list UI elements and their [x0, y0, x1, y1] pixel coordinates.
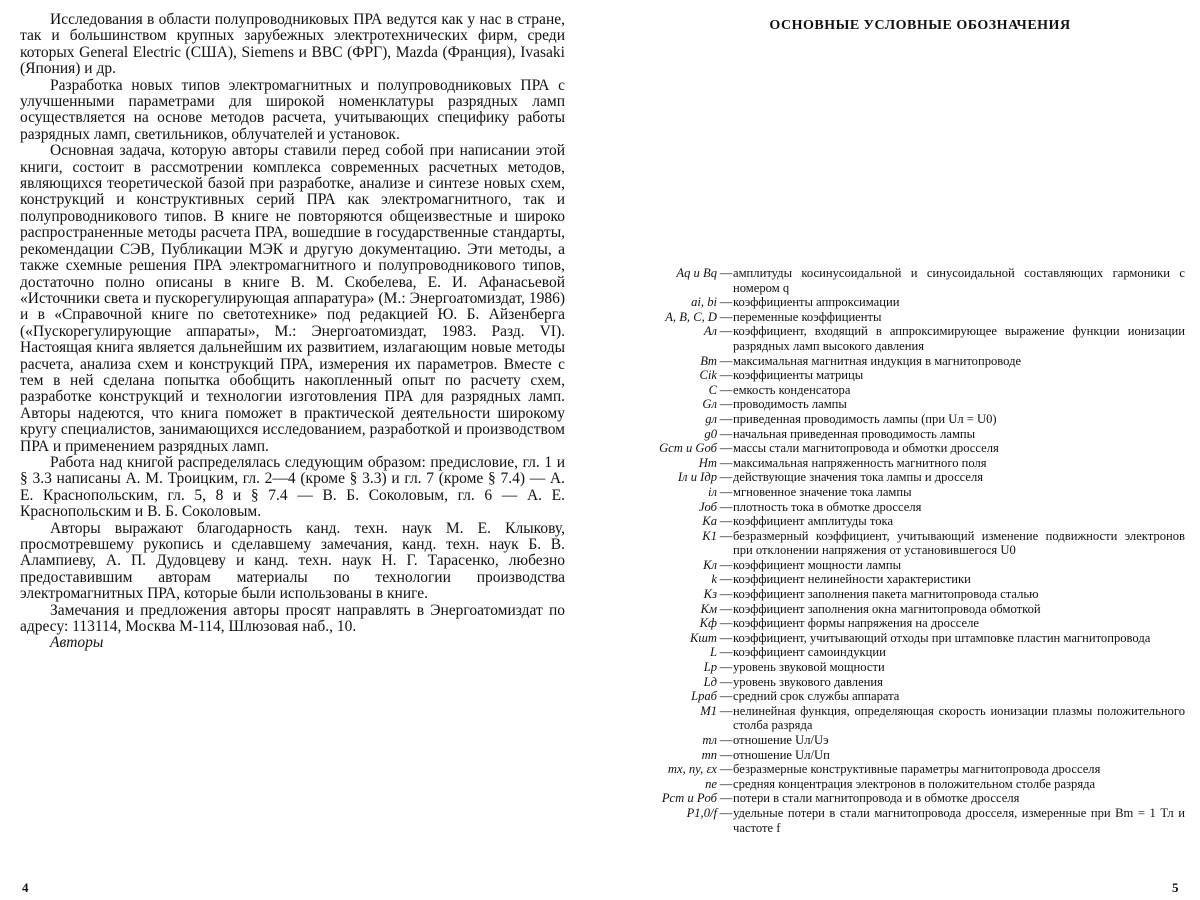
dash-separator: —	[719, 762, 733, 777]
symbol: Bm	[700, 353, 717, 368]
symbol-row	[625, 354, 1185, 369]
symbol: Kз	[703, 587, 717, 602]
symbol: Kм	[700, 601, 717, 616]
symbol-row	[625, 470, 1185, 485]
symbol-definition: безразмерные конструктивные параметры магнитопровода дросселя	[733, 762, 1101, 777]
symbol-definition: коэффициент мощности лампы	[733, 557, 902, 572]
symbol-row	[625, 791, 1185, 806]
symbol-definition: удельные потери в стали магнитопровода дросселя, измеренные при Bm = 1 Тл и частоте f	[733, 805, 1185, 835]
symbol-definition: средний срок службы аппарата	[733, 689, 900, 704]
authors-signature: Авторы	[50, 634, 104, 652]
symbol-row	[625, 777, 1185, 792]
symbol: Hm	[698, 455, 717, 470]
symbol-row	[625, 427, 1185, 442]
dash-separator: —	[719, 441, 733, 456]
symbol-definition: безразмерный коэффициент, учитывающий изменение подвижности электронов при отклонении напряжения от установившегося U0	[733, 528, 1185, 558]
symbol-row	[625, 397, 1185, 412]
symbol-row	[625, 675, 1185, 690]
symbol: iл	[708, 484, 717, 499]
symbol: K1	[702, 528, 717, 543]
symbol-row	[625, 733, 1185, 748]
symbol: Kл	[703, 557, 717, 572]
symbol-row	[625, 295, 1185, 310]
symbol-row	[625, 441, 1185, 456]
symbol-definition: отношение Uл/Uп	[733, 747, 830, 762]
symbol-definition: нелинейная функция, определяющая скорость ионизации плазмы положительного столба разряда	[733, 703, 1185, 733]
dash-separator: —	[719, 747, 733, 762]
symbol: Aq и Bq	[676, 266, 717, 280]
symbol-definition: уровень звуковой мощности	[733, 660, 885, 675]
symbol: ai, bi	[691, 295, 717, 310]
symbol-definition: коэффициент самоиндукции	[733, 645, 886, 660]
symbol-row	[625, 500, 1185, 515]
symbol-row	[625, 587, 1185, 602]
symbol: g0	[704, 426, 717, 441]
symbol-definition: средняя концентрация электронов в положительном столбе разряда	[733, 776, 1096, 791]
symbol-definition: переменные коэффициенты	[733, 309, 882, 324]
symbol-row	[625, 704, 1185, 733]
symbol-definition: коэффициент, входящий в аппроксимирующее выражение функции ионизации разрядных ламп высокого давления	[733, 324, 1185, 353]
symbol-definition: коэффициент формы напряжения на дросселе	[733, 616, 979, 631]
symbol: Lраб	[691, 689, 717, 704]
left-page-text	[20, 12, 565, 635]
symbol-definition: амплитуды косинусоидальной и синусоидальной составляющих гармоники с номером q	[733, 266, 1185, 295]
symbol-definition: коэффициент заполнения пакета магнитопровода сталью	[733, 587, 1039, 602]
symbol-definition: максимальная напряженность магнитного поля	[733, 455, 987, 470]
page-number-right: 5	[1172, 880, 1179, 895]
symbol: Lp	[703, 660, 717, 675]
symbol-definition: коэффициент амплитуды тока	[733, 514, 894, 529]
symbol-row	[625, 368, 1185, 383]
symbol: P1,0/f	[686, 805, 717, 820]
symbol-definition: коэффициент, учитывающий отходы при штамповке пластин магнитопровода	[733, 630, 1151, 645]
dash-separator: —	[719, 295, 733, 310]
symbol: A, B, C, D	[665, 309, 717, 324]
symbol-definition: коэффициенты аппроксимации	[733, 295, 900, 310]
dash-separator: —	[719, 397, 733, 412]
symbol: L	[709, 645, 717, 660]
symbol: Kф	[699, 616, 717, 631]
dash-separator: —	[719, 791, 733, 806]
symbol-definition: плотность тока в обмотке дросселя	[733, 499, 922, 514]
symbol: Jоб	[698, 499, 717, 514]
symbol-row	[625, 456, 1185, 471]
symbol-row	[625, 383, 1185, 398]
symbol-definition: емкость конденсатора	[733, 382, 851, 397]
symbol-row	[625, 558, 1185, 573]
symbol-row	[625, 631, 1185, 646]
symbols-heading: ОСНОВНЫЕ УСЛОВНЫЕ ОБОЗНАЧЕНИЯ	[769, 18, 1071, 33]
dash-separator: —	[719, 514, 733, 529]
symbol-row	[625, 514, 1185, 529]
symbol-definition: массы стали магнитопровода и обмотки дросселя	[733, 441, 999, 456]
paragraph: Замечания и предложения авторы просят направлять в Энергоатомиздат по адресу: 113114, Москва М-114, Шлюзовая наб., 10.	[20, 601, 565, 636]
paragraph: Разработка новых типов электромагнитных и полупроводниковых ПРА с улучшенными параметрами для широкой номенклатуры разрядных ламп осуществляется на основе методов расчета, учитывающих специфику работы разрядных ламп, светильников, облучателей и установок.	[20, 76, 565, 143]
dash-separator: —	[719, 572, 733, 587]
dash-separator: —	[719, 630, 733, 645]
symbol-definition: коэффициент заполнения окна магнитопровода обмоткой	[733, 601, 1041, 616]
symbol-definition: потери в стали магнитопровода и в обмотке дросселя	[733, 791, 1020, 806]
symbol-definition: приведенная проводимость лампы (при Uл = U0)	[733, 411, 997, 426]
symbol: ne	[705, 776, 717, 791]
dash-separator: —	[719, 324, 733, 339]
symbol-row	[625, 310, 1185, 325]
symbol-row	[625, 748, 1185, 763]
dash-separator: —	[719, 674, 733, 689]
dash-separator: —	[719, 601, 733, 616]
symbol-row	[625, 645, 1185, 660]
symbol: k	[711, 572, 717, 587]
dash-separator: —	[719, 455, 733, 470]
symbol-definition: начальная приведенная проводимость лампы	[733, 426, 976, 441]
dash-separator: —	[719, 689, 733, 704]
dash-separator: —	[719, 484, 733, 499]
dash-separator: —	[719, 805, 733, 820]
dash-separator: —	[719, 703, 733, 718]
dash-separator: —	[719, 382, 733, 397]
dash-separator: —	[719, 411, 733, 426]
symbol: mп	[701, 747, 717, 762]
symbol: gл	[705, 411, 717, 426]
symbol-row	[625, 762, 1185, 777]
symbol-definition: коэффициент нелинейности характеристики	[733, 572, 971, 587]
dash-separator: —	[719, 470, 733, 485]
dash-separator: —	[719, 587, 733, 602]
symbol-definition: максимальная магнитная индукция в магнитопроводе	[733, 353, 1022, 368]
symbol: M1	[700, 703, 717, 718]
symbol: Gл	[702, 397, 717, 412]
symbol-row	[625, 324, 1185, 353]
symbol-row	[625, 529, 1185, 558]
symbol-row	[625, 266, 1185, 295]
symbol: Kшт	[689, 630, 717, 645]
paragraph: Работа над книгой распределялась следующим образом: предисловие, гл. 1 и § 3.3 написаны А. М. Троицким, гл. 2—4 (кроме § 3.3) и гл. 7 (кроме § 7.4) — А. Е. Краснопольским, гл. 5, 8 и § 7.4 — В. Б. Соколовым, гл. 6 — А. Е. Краснопольским и В. Б. Соколовым.	[20, 453, 565, 521]
dash-separator: —	[719, 645, 733, 660]
dash-separator: —	[719, 616, 733, 631]
page-number-left: 4	[22, 880, 29, 895]
symbol-row	[625, 412, 1185, 427]
dash-separator: —	[719, 528, 733, 543]
symbol: Pст и Pоб	[661, 791, 717, 806]
symbol: Iл и Iдр	[677, 470, 717, 485]
symbol-row	[625, 572, 1185, 587]
symbols-list	[625, 266, 1185, 835]
symbol-row	[625, 806, 1185, 835]
symbol: Cik	[699, 368, 717, 383]
symbol-definition: мгновенное значение тока лампы	[733, 484, 912, 499]
paragraph: Исследования в области полупроводниковых ПРА ведутся как у нас в стране, так и большинством крупных зарубежных электротехнических фирм, среди которых General Electric (США), Siemens и BBC (ФРГ), Mazda (Франция), Ivasaki (Япония) и др.	[20, 11, 565, 78]
dash-separator: —	[719, 776, 733, 791]
dash-separator: —	[719, 499, 733, 514]
paragraph: Авторы выражают благодарность канд. техн. наук М. Е. Клыкову, просмотревшему рукопись и сделавшему замечания, канд. техн. наук Б. В. Алампиеву, А. П. Дудовцеву и канд. техн. наук Н. Г. Тарасенко, любезно предоставившим авторам материалы по технологии производства электромагнитных ПРА, которые были использованы в книге.	[20, 519, 565, 603]
right-page	[625, 18, 1185, 835]
dash-separator: —	[719, 557, 733, 572]
symbol-definition: коэффициенты матрицы	[733, 368, 864, 383]
symbol: Gст и Gоб	[659, 441, 717, 456]
dash-separator: —	[719, 309, 733, 324]
dash-separator: —	[719, 368, 733, 383]
symbol-row	[625, 616, 1185, 631]
dash-separator: —	[719, 733, 733, 747]
dash-separator: —	[719, 660, 733, 675]
symbol: C	[708, 382, 717, 397]
dash-separator: —	[719, 426, 733, 441]
symbol-row	[625, 602, 1185, 617]
symbol: Kа	[702, 514, 717, 529]
symbol: Lд	[703, 674, 717, 689]
symbol-row	[625, 485, 1185, 500]
symbol: mл	[702, 733, 717, 747]
symbol: mх, nу, εх	[667, 762, 717, 777]
symbol-definition: уровень звукового давления	[733, 674, 883, 689]
symbol-definition: действующие значения тока лампы и дросселя	[733, 470, 984, 485]
paragraph: Основная задача, которую авторы ставили перед собой при написании этой книги, состоит в рассмотрении комплекса современных расчетных методов, являющихся теоретической базой при разработке, анализе и синтезе новых схем, конструкций и конструктивных серий ПРА как электромагнитного, так и полупроводникового типов. В книге не повторяются общеизвестные и широко распространенные методы расчета ПРА, вошедшие в государственные стандарты, рекомендации СЭВ, Публикации МЭК и другую документацию. Эти методы, а также схемные решения ПРА электромагнитного и полупроводникового типов, достаточно полно описаны в книге В. М. Скобелева, Е. И. Афанасьевой «Источники света и пускорегулирующая аппаратура» (М.: Энергоатомиздат, 1986) и в «Справочной книге по светотехнике» под редакцией Ю. Б. Айзенберга («Пускорегулирующие аппараты», М.: Энергоатомиздат, 1983. Разд. VI). Настоящая книга является дальнейшим их развитием, излагающим новые методы расчета, анализа схем и конструкций ПРА, измерения их параметров. Вместе с тем в ней сделана попытка обобщить накопленный опыт по расчету схем, разработке конструкций и технологии изготовления ПРА для разрядных ламп. Авторы надеются, что книга поможет в практической деятельности широкому кругу специалистов, занимающихся исследованием, разработкой и производством ПРА и применением разрядных ламп.	[20, 142, 565, 455]
symbol-row	[625, 660, 1185, 675]
dash-separator: —	[719, 266, 733, 280]
symbol-definition: проводимость лампы	[733, 397, 847, 412]
dash-separator: —	[719, 353, 733, 368]
symbol-definition: отношение Uл/Uэ	[733, 733, 829, 747]
left-page	[20, 12, 565, 652]
symbol: Aл	[703, 324, 717, 339]
symbol-row	[625, 689, 1185, 704]
